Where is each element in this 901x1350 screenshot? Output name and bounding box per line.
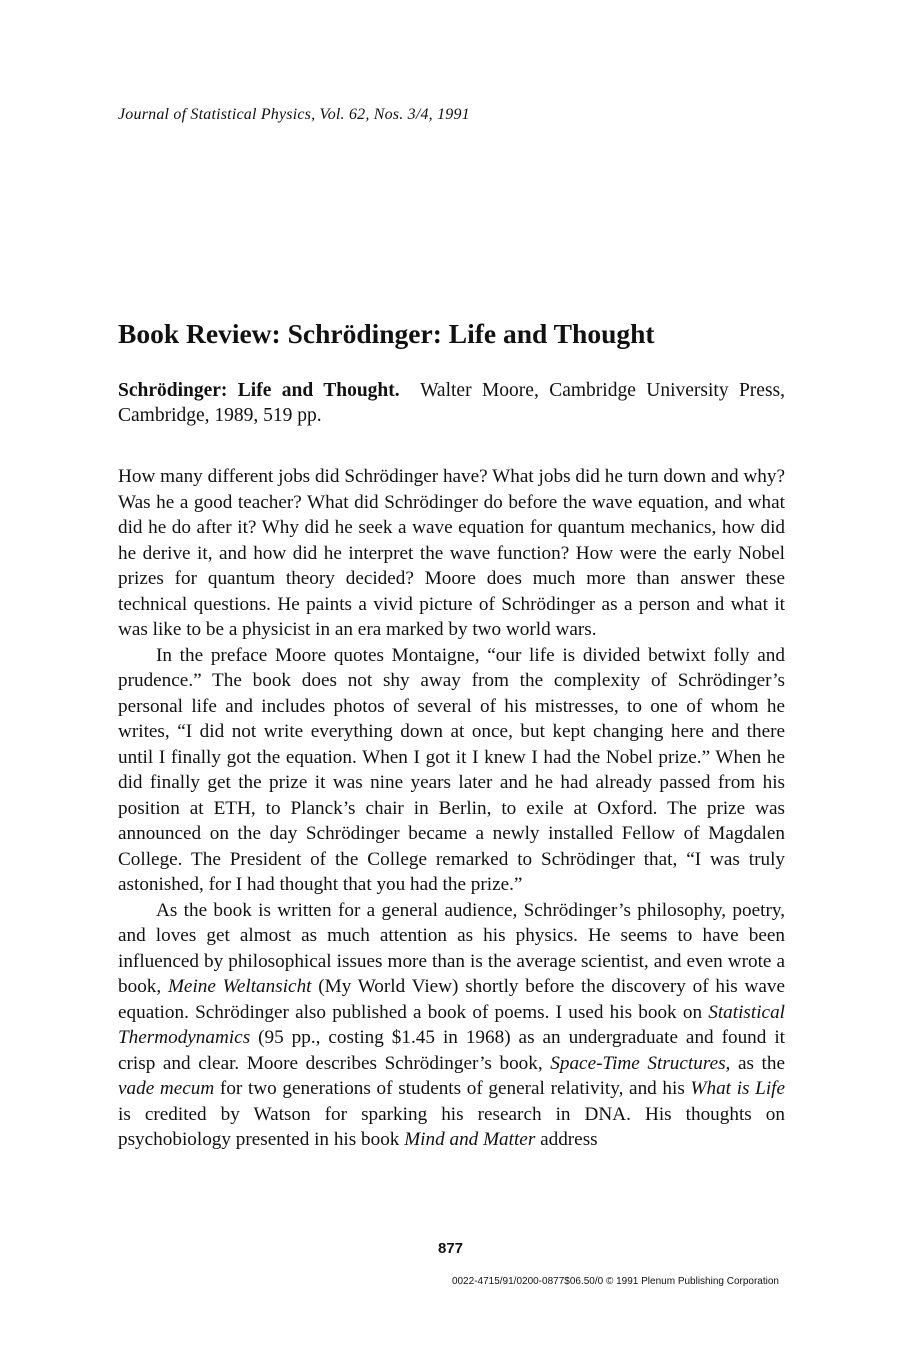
paragraph-3-text: as the (730, 1052, 785, 1074)
book-space-time-structures: Space-Time Structures, (550, 1052, 731, 1074)
paragraph-3-text: address (535, 1129, 598, 1150)
review-body (118, 464, 785, 1153)
book-what-is-life: What is Life (690, 1078, 786, 1099)
book-details: Walter Moore, Cambridge University Press, Cambridge, 1989, 519 pp. (118, 380, 786, 426)
journal-header: Journal of Statistical Physics, Vol. 62, Nos. 3/4, 1991 (118, 106, 470, 123)
book-mind-and-matter: Mind and Matter (404, 1129, 536, 1150)
book-meine-weltansicht: Meine Weltansicht (167, 976, 312, 997)
phrase-vade-mecum: vade mecum (118, 1078, 215, 1099)
paragraph-2: In the preface Moore quotes Montaigne, “our life is divided betwixt folly and prudence.” The book does not shy away from the complexity of Schrödinger’s personal life and includes photos of several of his mistresses, to one of whom he writes, “I did not write everything down at once, but kept changing here and there until I finally got the equation. When I got it I knew I had the Nobel prize.” When he did finally get the prize it was nine years later and he had already passed from his position at ETH, to Planck’s chair in Berlin, to exile at Oxford. The prize was announced on the day Schrödinger became a newly installed Fellow of Magdalen College. The President of the College remarked to Schrödinger that, “I was truly astonished, for I had thought that you had the prize.” (118, 644, 785, 895)
paragraph-1: How many different jobs did Schrödinger have? What jobs did he turn down and why? Was he a good teacher? What did Schrödinger do before the wave equation, and what did he do after it? Why did he seek a wave equation for quantum mechanics, how did he derive it, and how did he interpret the wave function? How were the early Nobel prizes for quantum theory decided? Moore does much more than answer these technical questions. He paints a vivid picture of Schrödinger as a person and what it was like to be a physicist in an era marked by two world wars. (118, 466, 785, 640)
paragraph-3-text: (95 pp., costing $1.45 in 1968) as an undergraduate and found it crisp and clear. Moore describes Schrödinger’s book, (118, 1027, 785, 1074)
page-number: 877 (437, 1240, 464, 1257)
book-statistical-thermodynamics: Statistical Thermodynamics (118, 1001, 785, 1048)
paragraph-3-text: (My World View) shortly before the discovery of his wave equation. Schrödinger also published a book of poems. I used his book on (118, 976, 786, 1023)
paragraph-3-text: for two generations of students of general relativity, and his (214, 1078, 691, 1099)
paragraph-3-text: is credited by Watson for sparking his research in DNA. His thoughts on psychobiology presented in his book (118, 1103, 785, 1150)
paragraph-3-text: As the book is written for a general audience, Schrödinger’s philosophy, poetry, and loves get almost as much attention as his physics. He seems to have been influenced by philosophical issues more than is the average scientist, and even wrote a book, (118, 899, 785, 997)
copyright-footer: 0022-4715/91/0200-0877$06.50/0 © 1991 Plenum Publishing Corporation (451, 1276, 779, 1287)
book-citation (118, 378, 785, 428)
article-title: Book Review: Schrödinger: Life and Thought (118, 318, 655, 349)
book-title: Schrödinger: Life and Thought. (118, 380, 400, 401)
paragraph-3 (118, 898, 785, 1153)
